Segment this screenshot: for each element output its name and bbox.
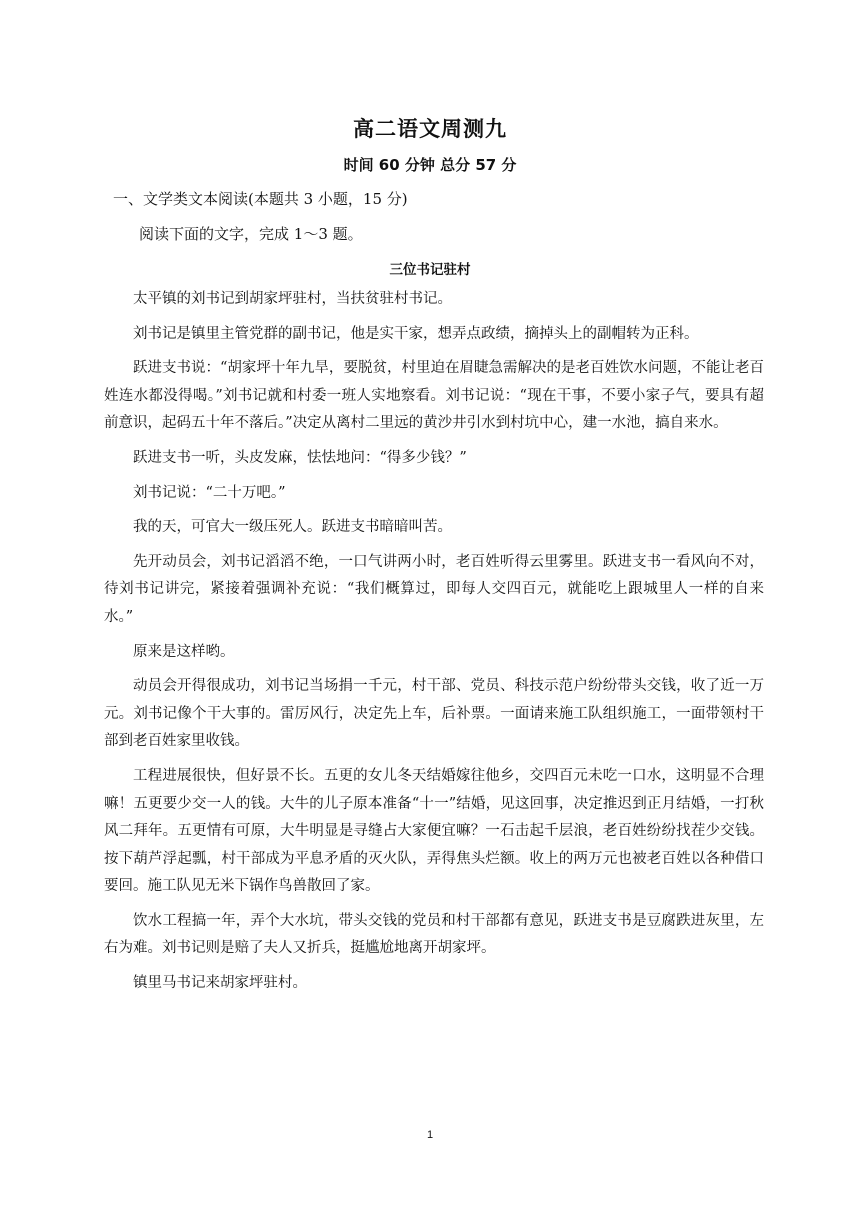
paragraph: 工程进展很快，但好景不长。五更的女儿冬天结婚嫁往他乡，交四百元未吃一口水，这明显不合理嘛！五更要少交一人的钱。大牛的儿子原本准备“十一”结婚，见这回事，决定推迟到正月结婚，一打秋风二拜年。五更情有可原，大牛明显是寻缝占大家便宜嘛？一石击起千层浪，老百姓纷纷找茬少交钱。按下葫芦浮起瓢，村干部成为平息矛盾的灭火队，弄得焦头烂额。收上的两万元也被老百姓以各种借口要回。施工队见无米下锅作鸟兽散回了家。 bbox=[104, 767, 764, 895]
reading-instruction: 阅读下面的文字，完成 1～3 题。 bbox=[139, 225, 363, 243]
paragraph: 我的天，可官大一级压死人。跃进支书暗暗叫苦。 bbox=[133, 519, 452, 536]
paragraph: 太平镇的刘书记到胡家坪驻村，当扶贫驻村书记。 bbox=[133, 291, 452, 307]
page-number: 1 bbox=[426, 1129, 434, 1141]
page-title: 高二语文周测九 bbox=[353, 117, 507, 141]
story-title: 三位书记驻村 bbox=[389, 262, 471, 278]
paragraph: 镇里马书记来胡家坪驻村。 bbox=[133, 975, 307, 992]
exam-info: 时间 60 分钟 总分 57 分 bbox=[343, 156, 517, 174]
paragraph: 跃进支书说：“胡家坪十年九旱，要脱贫，村里迫在眉睫急需解决的是老百姓饮水问题，不能让老百姓连水都没得喝。”刘书记就和村委一班人实地察看。刘书记说：“现在干事，不要小家子气，要具有超前意识，起码五十年不落后。”决定从离村二里远的黄沙井引水到村坑中心，建一水池，搞自来水。 bbox=[104, 360, 764, 432]
paragraph: 刘书记是镇里主管党群的副书记，他是实干家，想弄点政绩，摘掉头上的副帽转为正科。 bbox=[133, 325, 699, 342]
story-body bbox=[104, 286, 764, 1005]
paragraph: 动员会开得很成功，刘书记当场捐一千元，村干部、党员、科技示范户纷纷带头交钱，收了近一万元。刘书记像个干大事的。雷厉风行，决定先上车，后补票。一面请来施工队组织施工，一面带领村干部到老百姓家里收钱。 bbox=[104, 678, 764, 750]
paragraph: 饮水工程搞一年，弄个大水坑，带头交钱的党员和村干部都有意见，跃进支书是豆腐跌进灰里，左右为难。刘书记则是赔了夫人又折兵，挺尴尬地离开胡家坪。 bbox=[104, 912, 764, 957]
paragraph: 先开动员会，刘书记滔滔不绝，一口气讲两小时，老百姓听得云里雾里。跃进支书一看风向不对，待刘书记讲完，紧接着强调补充说：“我们概算过，即每人交四百元，就能吃上跟城里人一样的自来水。” bbox=[104, 553, 764, 625]
paragraph: 跃进支书一听，头皮发麻，怯怯地问：“得多少钱？” bbox=[133, 449, 467, 466]
section-heading: 一、文学类文本阅读(本题共 3 小题，15 分) bbox=[113, 190, 408, 208]
paragraph: 原来是这样哟。 bbox=[133, 643, 235, 660]
paragraph: 刘书记说：“二十万吧。” bbox=[133, 484, 286, 501]
